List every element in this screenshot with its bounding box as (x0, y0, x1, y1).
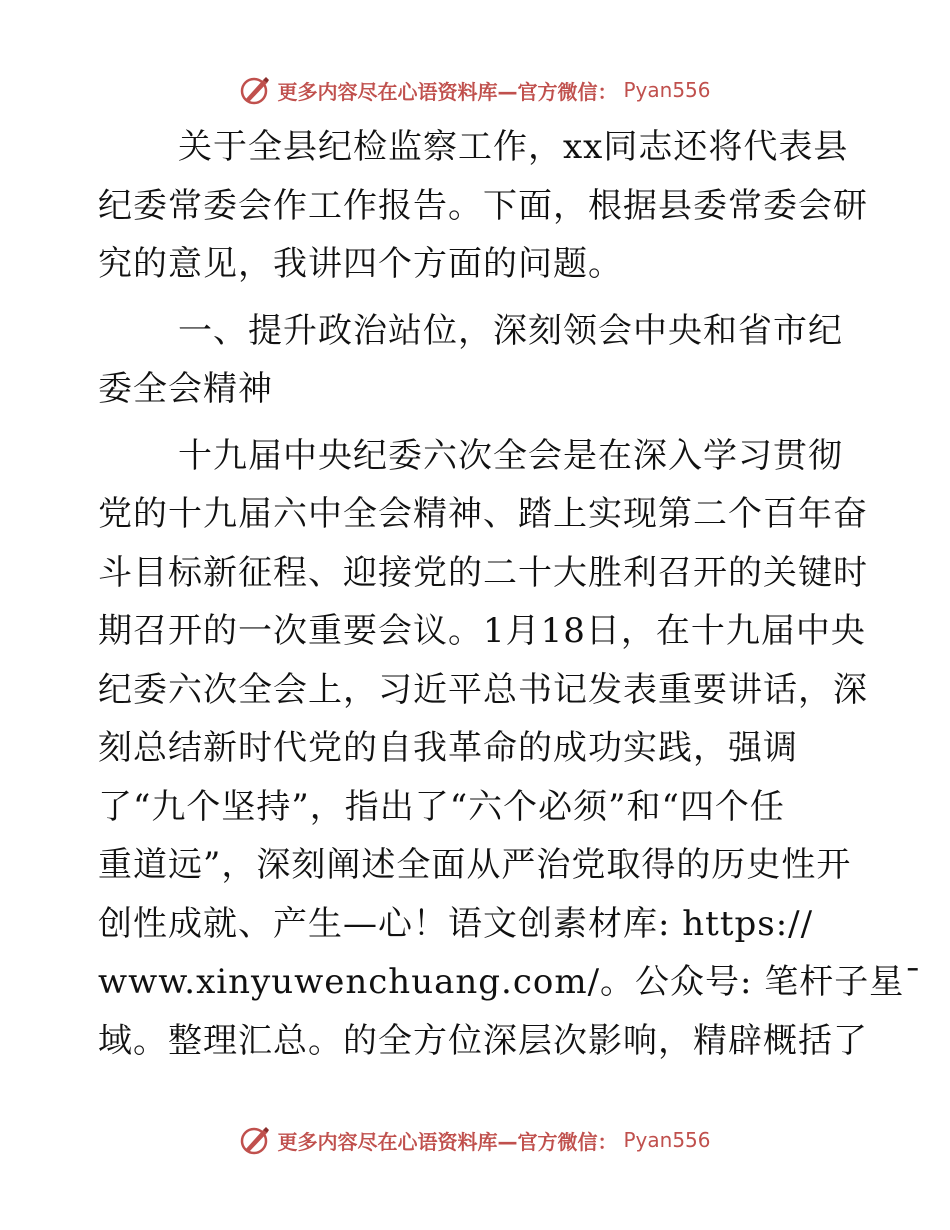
text-line: 刻总结新时代党的自我革命的成功实践，强调 (98, 728, 798, 768)
document-body (98, 118, 923, 1070)
text-line: 十九届中央纪委六次全会是在深入学习贯彻 (178, 435, 843, 476)
text-line: 究的意见，我讲四个方面的问题。 (98, 244, 623, 284)
text-line: 期召开的一次重要会议。1月18日，在十九届中央 (98, 611, 866, 651)
text-line: www.xinyuwenchuang.com/。公众号: 笔杆子星¯ (98, 962, 923, 1002)
text-line: 了“九个坚持”，指出了“六个必须”和“四个任 (98, 786, 785, 827)
watermark-handle: Pyan556 (623, 1128, 711, 1152)
pen-logo-icon (239, 74, 271, 106)
section-heading (98, 302, 858, 419)
text-line: 重道远”，深刻阐述全面从严治党取得的历史性开 (98, 845, 852, 885)
text-line: 纪委常委会作工作报告。下面，根据县委常委会研 (98, 185, 868, 226)
paragraph-body (98, 427, 923, 1071)
watermark-text: 更多内容尽在心语资料库—官方微信： (277, 1129, 618, 1154)
watermark-handle: Pyan556 (623, 78, 711, 102)
header-watermark (0, 70, 950, 110)
paragraph-intro (98, 118, 868, 294)
text-line: 纪委六次全会上，习近平总书记发表重要讲话，深 (98, 669, 868, 710)
pen-logo-icon (239, 1124, 271, 1156)
text-line: 一、提升政治站位，深刻领会中央和省市纪 (178, 310, 843, 351)
text-line: 党的十九届六中全会精神、踏上实现第二个百年奋 (98, 494, 868, 534)
text-line: 创性成就、产生—心！语文创素材库: https:// (98, 903, 814, 944)
text-line: 关于全县纪检监察工作，xx同志还将代表县 (178, 127, 849, 167)
footer-watermark (0, 1120, 950, 1160)
text-line: 委全会精神 (98, 369, 273, 409)
text-line: 域。整理汇总。的全方位深层次影响，精辟概括了 (98, 1020, 868, 1061)
text-line: 斗目标新征程、迎接党的二十大胜利召开的关键时 (98, 552, 868, 593)
watermark-text: 更多内容尽在心语资料库—官方微信： (277, 79, 618, 104)
